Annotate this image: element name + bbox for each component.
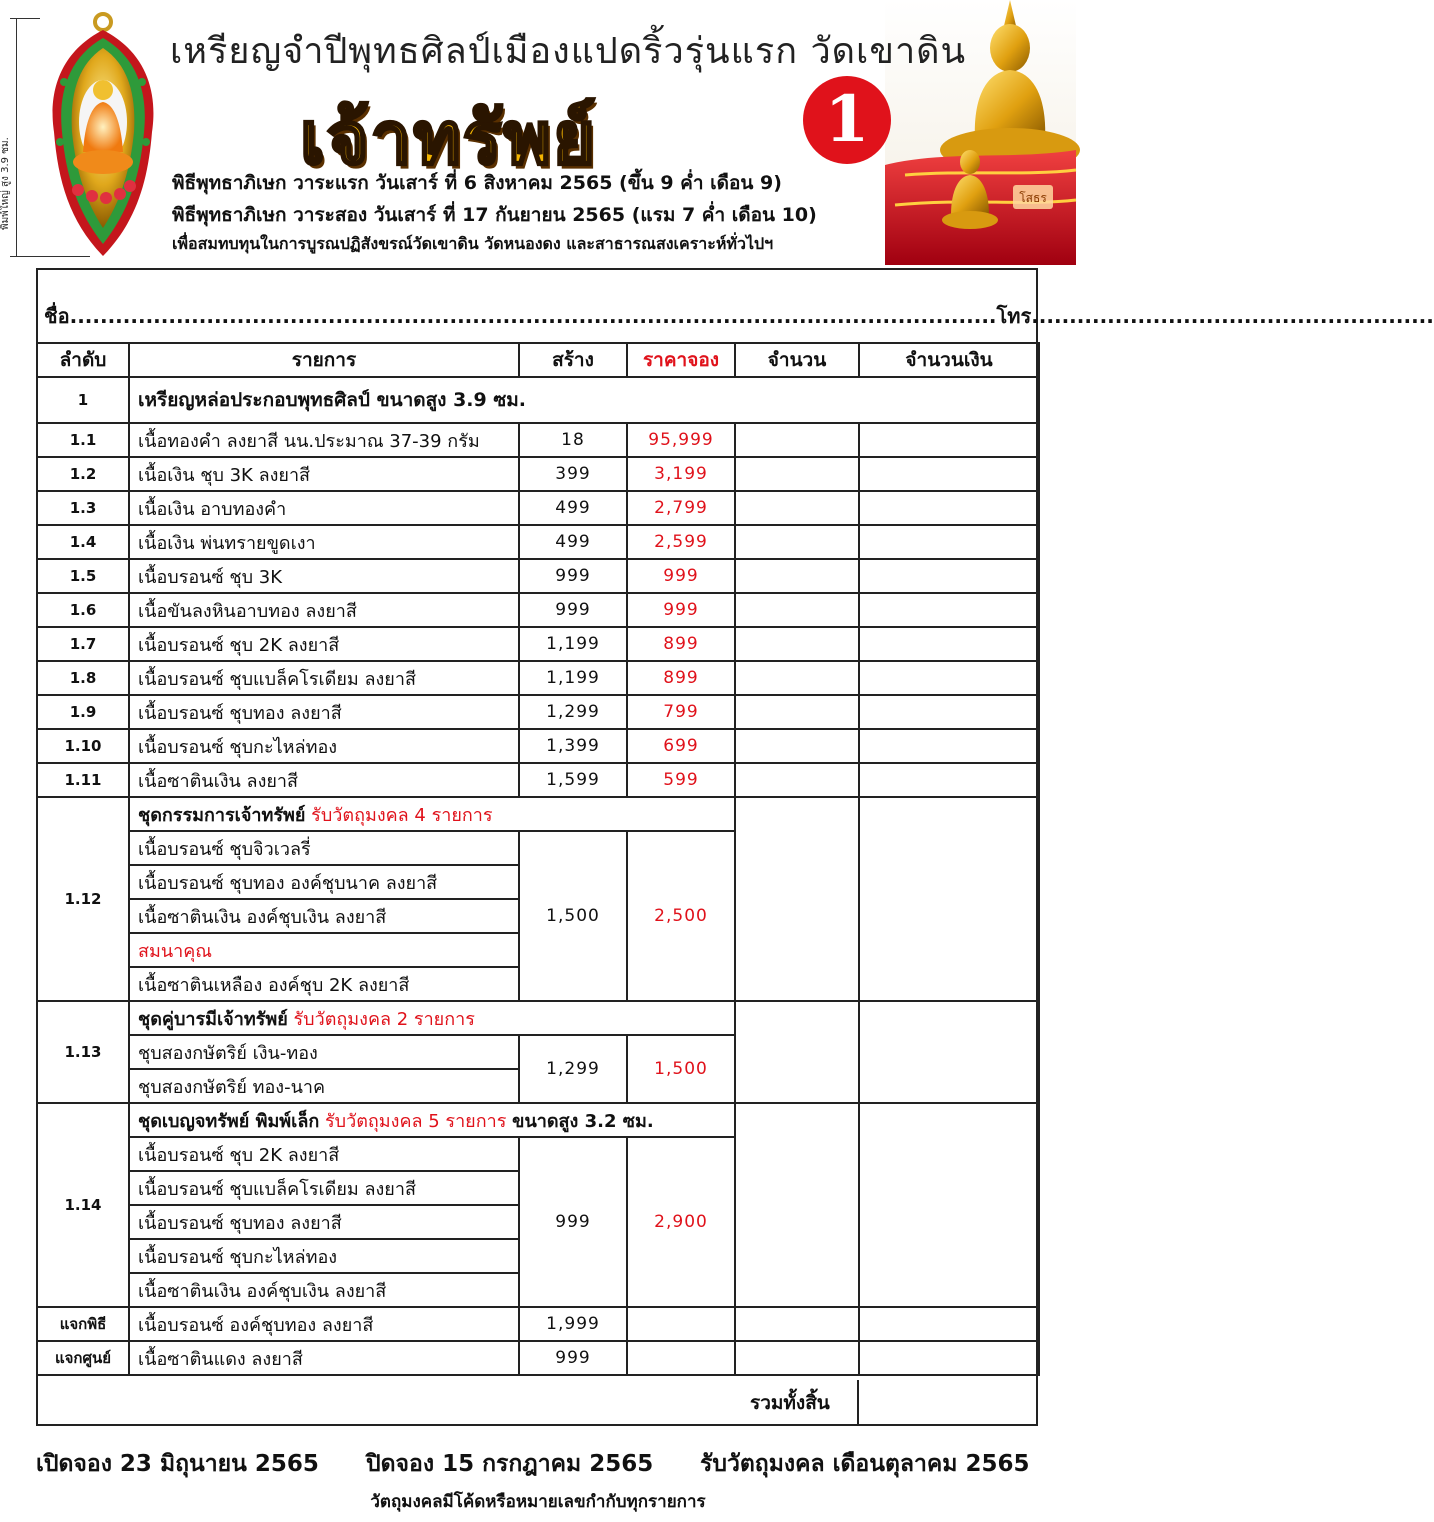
row-amount-field[interactable] [859, 525, 1039, 559]
set-13-title [129, 1001, 735, 1035]
medal-size-label: พิมพ์ใหญ่ สูง 3.9 ซม. [0, 137, 11, 230]
row-amount-field[interactable] [859, 457, 1039, 491]
row-no: 1.8 [37, 661, 129, 695]
row-price: 2,599 [627, 525, 735, 559]
number-badge: 1 [803, 76, 891, 164]
giveaway-made: 1,999 [519, 1307, 627, 1341]
row-no: 1.1 [37, 423, 129, 457]
phone-field[interactable]: ..................................................... [1031, 304, 1434, 328]
row-amount-field[interactable] [859, 763, 1039, 797]
table-row [37, 763, 1039, 797]
set-13-no: 1.13 [37, 1001, 129, 1103]
row-price: 799 [627, 695, 735, 729]
main-title: เจ้าทรัพย์ [300, 96, 598, 180]
purpose-text: เพื่อสมทบทุนในการบูรณปฏิสังขรณ์วัดเขาดิน วัดหนองดง และสาธารณสงเคราะห์ทั่วไปฯ [172, 234, 774, 253]
row-qty-field[interactable] [735, 491, 859, 525]
row-qty-field[interactable] [735, 763, 859, 797]
group-label: เหรียญหล่อประกอบพุทธศิลป์ ขนาดสูง 3.9 ซม. [129, 377, 1039, 423]
row-qty-field[interactable] [735, 423, 859, 457]
statue-plaque-text: โสธร [1019, 191, 1047, 205]
set-12-item: สมนาคุณ [129, 933, 519, 967]
set-12-title-text: ชุดกรรมการเจ้าทรัพย์ [138, 804, 306, 826]
row-item: เนื้อขันลงหินอาบทอง ลงยาสี [129, 593, 519, 627]
row-amount-field[interactable] [859, 695, 1039, 729]
table-row [37, 627, 1039, 661]
set-12-amount-field[interactable] [859, 797, 1039, 1001]
table-header-row [37, 343, 1039, 377]
row-amount-field[interactable] [859, 729, 1039, 763]
row-no: 1.7 [37, 627, 129, 661]
name-phone-row [44, 300, 1434, 332]
giveaway-item: เนื้อซาตินแดง ลงยาสี [129, 1341, 519, 1375]
total-amount-field[interactable] [857, 1380, 1036, 1426]
row-no: 1.6 [37, 593, 129, 627]
row-price: 999 [627, 559, 735, 593]
table-row [37, 661, 1039, 695]
group-no: 1 [37, 377, 129, 423]
row-qty-field[interactable] [735, 627, 859, 661]
set-14-qty-field[interactable] [735, 1103, 859, 1307]
set-14-title-size: ขนาดสูง 3.2 ซม. [512, 1110, 654, 1132]
giveaway-amount-field[interactable] [859, 1341, 1039, 1375]
set-13-price: 1,500 [627, 1035, 735, 1103]
set-12-item: เนื้อซาตินเงิน องค์ชุบเงิน ลงยาสี [129, 899, 519, 933]
row-made: 1,399 [519, 729, 627, 763]
row-qty-field[interactable] [735, 593, 859, 627]
row-item: เนื้อทองคำ ลงยาสี นน.ประมาณ 37-39 กรัม [129, 423, 519, 457]
footer-note: วัตถุมงคลมีโค้ดหรือหมายเลขกำกับทุกรายการ [370, 1492, 706, 1512]
set-12-title-row [37, 797, 1039, 831]
row-no: 1.5 [37, 559, 129, 593]
set-14-item: เนื้อบรอนซ์ ชุบทอง ลงยาสี [129, 1205, 519, 1239]
row-made: 18 [519, 423, 627, 457]
row-amount-field[interactable] [859, 491, 1039, 525]
row-item: เนื้อเงิน พ่นทรายขูดเงา [129, 525, 519, 559]
col-header-price: ราคาจอง [627, 343, 735, 377]
row-made: 1,199 [519, 661, 627, 695]
row-made: 999 [519, 593, 627, 627]
table-row [37, 525, 1039, 559]
row-made: 1,599 [519, 763, 627, 797]
set-12-no: 1.12 [37, 797, 129, 1001]
row-item: เนื้อบรอนซ์ ชุบ 3K [129, 559, 519, 593]
row-made: 499 [519, 491, 627, 525]
name-field[interactable]: .......................................................................................................................... [69, 304, 997, 328]
set-13-made: 1,299 [519, 1035, 627, 1103]
set-12-item: เนื้อบรอนซ์ ชุบจิวเวลรี่ [129, 831, 519, 865]
set-12-price: 2,500 [627, 831, 735, 1001]
row-no: 1.3 [37, 491, 129, 525]
row-amount-field[interactable] [859, 627, 1039, 661]
row-price: 699 [627, 729, 735, 763]
group-row [37, 377, 1039, 423]
set-13-amount-field[interactable] [859, 1001, 1039, 1103]
set-13-item: ชุบสองกษัตริย์ เงิน-ทอง [129, 1035, 519, 1069]
set-14-item: เนื้อบรอนซ์ ชุบกะไหล่ทอง [129, 1239, 519, 1273]
order-table [36, 342, 1040, 1376]
set-14-title-row [37, 1103, 1039, 1137]
set-14-item: เนื้อซาตินเงิน องค์ชุบเงิน ลงยาสี [129, 1273, 519, 1307]
table-row [37, 457, 1039, 491]
table-row [37, 695, 1039, 729]
row-made: 499 [519, 525, 627, 559]
row-qty-field[interactable] [735, 457, 859, 491]
giveaway-row [37, 1341, 1039, 1375]
giveaway-row [37, 1307, 1039, 1341]
set-12-item: เนื้อซาตินเหลือง องค์ชุบ 2K ลงยาสี [129, 967, 519, 1001]
giveaway-amount-field[interactable] [859, 1307, 1039, 1341]
page-title: เหรียญจำปีพุทธศิลป์เมืองแปดริ้วรุ่นแรก วัดเขาดิน [170, 31, 967, 72]
row-price: 2,799 [627, 491, 735, 525]
set-13-item: ชุบสองกษัตริย์ ทอง-นาค [129, 1069, 519, 1103]
set-14-title-text: ชุดเบญจทรัพย์ พิมพ์เล็ก [138, 1110, 320, 1132]
set-12-title [129, 797, 735, 831]
row-price: 999 [627, 593, 735, 627]
phone-label: โทร [996, 304, 1032, 328]
table-row [37, 729, 1039, 763]
col-header-qty: จำนวน [735, 343, 859, 377]
col-header-item: รายการ [129, 343, 519, 377]
row-made: 999 [519, 559, 627, 593]
row-made: 1,299 [519, 695, 627, 729]
set-13-qty-field[interactable] [735, 1001, 859, 1103]
row-qty-field[interactable] [735, 729, 859, 763]
row-item: เนื้อบรอนซ์ ชุบแบล็คโรเดียม ลงยาสี [129, 661, 519, 695]
table-row [37, 559, 1039, 593]
set-14-amount-field[interactable] [859, 1103, 1039, 1307]
medal-image [40, 12, 166, 262]
booking-open-date: เปิดจอง 23 มิถุนายน 2565 [36, 1451, 319, 1477]
row-item: เนื้อเงิน ชุบ 3K ลงยาสี [129, 457, 519, 491]
col-header-made: สร้าง [519, 343, 627, 377]
set-14-price: 2,900 [627, 1137, 735, 1307]
set-12-item: เนื้อบรอนซ์ ชุบทอง องค์ชุบนาค ลงยาสี [129, 865, 519, 899]
row-amount-field[interactable] [859, 559, 1039, 593]
giveaway-qty-field[interactable] [735, 1307, 859, 1341]
row-no: 1.11 [37, 763, 129, 797]
set-14-item: เนื้อบรอนซ์ ชุบแบล็คโรเดียม ลงยาสี [129, 1171, 519, 1205]
row-amount-field[interactable] [859, 593, 1039, 627]
row-qty-field[interactable] [735, 695, 859, 729]
set-12-title-note: รับวัตถุมงคล 4 รายการ [311, 804, 493, 826]
row-item: เนื้อซาตินเงิน ลงยาสี [129, 763, 519, 797]
col-header-no: ลำดับ [37, 343, 129, 377]
row-qty-field[interactable] [735, 559, 859, 593]
total-label: รวมทั้งสิ้น [750, 1392, 830, 1414]
set-13-title-note: รับวัตถุมงคล 2 รายการ [293, 1008, 475, 1030]
ceremony-1: พิธีพุทธาภิเษก วาระแรก วันเสาร์ ที่ 6 สิงหาคม 2565 (ขึ้น 9 ค่ำ เดือน 9) [172, 172, 782, 194]
giveaway-price-empty [627, 1307, 735, 1341]
set-14-made: 999 [519, 1137, 627, 1307]
booking-close-date: ปิดจอง 15 กรกฎาคม 2565 [366, 1451, 654, 1477]
row-price: 899 [627, 661, 735, 695]
receive-date: รับวัตถุมงคล เดือนตุลาคม 2565 [700, 1451, 1030, 1477]
set-13-title-text: ชุดคู่บารมีเจ้าทรัพย์ [138, 1008, 288, 1030]
set-12-qty-field[interactable] [735, 797, 859, 1001]
row-price: 599 [627, 763, 735, 797]
row-amount-field[interactable] [859, 423, 1039, 457]
row-made: 1,199 [519, 627, 627, 661]
set-14-title-note: รับวัตถุมงคล 5 รายการ [325, 1110, 507, 1132]
table-row [37, 491, 1039, 525]
giveaway-item: เนื้อบรอนซ์ องค์ชุบทอง ลงยาสี [129, 1307, 519, 1341]
col-header-amount: จำนวนเงิน [859, 343, 1039, 377]
row-no: 1.10 [37, 729, 129, 763]
row-no: 1.9 [37, 695, 129, 729]
row-amount-field[interactable] [859, 661, 1039, 695]
row-item: เนื้อบรอนซ์ ชุบกะไหล่ทอง [129, 729, 519, 763]
row-item: เนื้อบรอนซ์ ชุบทอง ลงยาสี [129, 695, 519, 729]
row-no: 1.2 [37, 457, 129, 491]
row-price: 95,999 [627, 423, 735, 457]
row-qty-field[interactable] [735, 525, 859, 559]
set-14-item: เนื้อบรอนซ์ ชุบ 2K ลงยาสี [129, 1137, 519, 1171]
set-13-title-row [37, 1001, 1039, 1035]
giveaway-no: แจกพิธี [37, 1307, 129, 1341]
ceremony-2: พิธีพุทธาภิเษก วาระสอง วันเสาร์ ที่ 17 กันยายน 2565 (แรม 7 ค่ำ เดือน 10) [172, 204, 817, 226]
giveaway-made: 999 [519, 1341, 627, 1375]
giveaway-price-empty [627, 1341, 735, 1375]
giveaway-no: แจกศูนย์ [37, 1341, 129, 1375]
set-12-made: 1,500 [519, 831, 627, 1001]
row-qty-field[interactable] [735, 661, 859, 695]
table-row [37, 593, 1039, 627]
table-row [37, 423, 1039, 457]
row-item: เนื้อบรอนซ์ ชุบ 2K ลงยาสี [129, 627, 519, 661]
measure-line-top [10, 18, 40, 19]
set-14-no: 1.14 [37, 1103, 129, 1307]
row-no: 1.4 [37, 525, 129, 559]
set-14-title [129, 1103, 735, 1137]
giveaway-qty-field[interactable] [735, 1341, 859, 1375]
row-made: 399 [519, 457, 627, 491]
row-price: 899 [627, 627, 735, 661]
name-label: ชื่อ [44, 304, 70, 328]
row-price: 3,199 [627, 457, 735, 491]
row-item: เนื้อเงิน อาบทองคำ [129, 491, 519, 525]
